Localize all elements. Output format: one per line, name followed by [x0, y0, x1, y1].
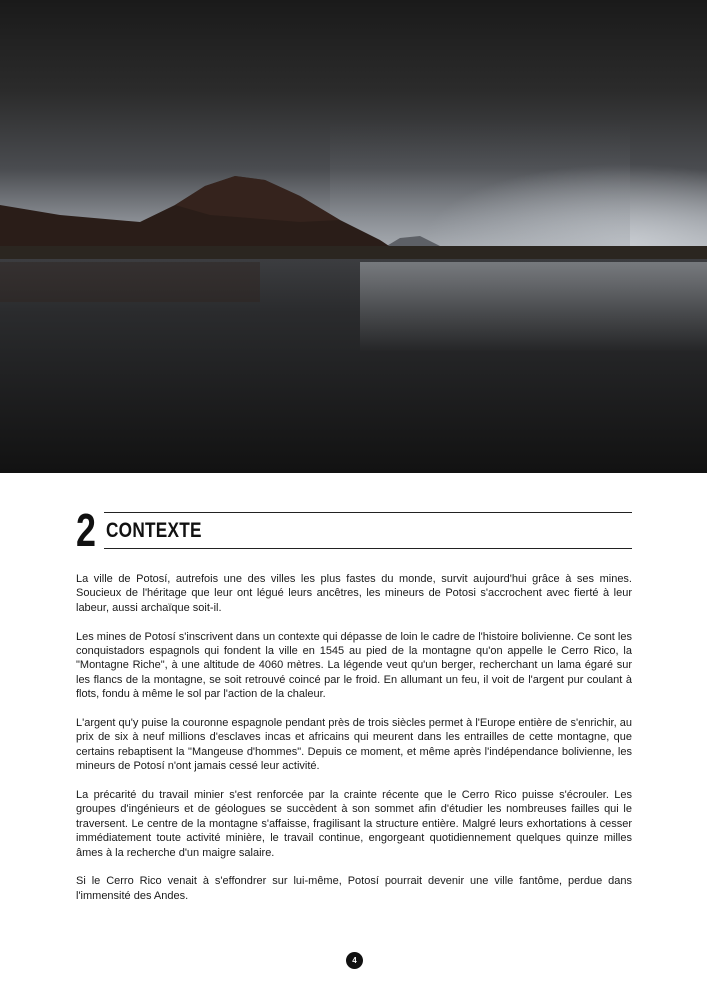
rain-curtain [330, 120, 630, 250]
section-header [76, 504, 632, 556]
hero-photo [0, 0, 707, 473]
article-body [76, 572, 632, 918]
section-title: CONTEXTE [106, 519, 202, 542]
page-number: 4 [346, 952, 363, 969]
section-number: 2 [76, 504, 96, 556]
paragraph: La précarité du travail minier s'est renforcée par la crainte récente que le Cerro Rico puisse s'écrouler. Les groupes d'ingénieurs et de géologues se succèdent à son sommet afin d'étudier les nombreuses failles qui le traversent. Le centre de la montagne s'affaisse, fragilisant la structure entière. Malgré leurs exhortations à cesser immédiatement toute activité minière, le travail continue, engorgeant quotidiennement quelques quinze milles âmes à la recherche d'un maigre salaire. [76, 789, 632, 859]
paragraph: Si le Cerro Rico venait à s'effondrer sur lui-même, Potosí pourrait devenir une ville fantôme, perdue dans l'immensité des Andes. [76, 875, 632, 902]
mountain-lake-storm-image [0, 0, 707, 473]
paragraph: L'argent qu'y puise la couronne espagnole pendant près de trois siècles permet à l'Europe entière de s'enrichir, au prix de six à neuf millions d'esclaves incas et africains qui meurent dans les entrailles de cette montagne, que certains rebaptisent la "Mangeuse d'hommes". Depuis ce moment, et même après l'indépendance bolivienne, les mineurs de Potosí n'ont jamais cessé leur activité. [76, 717, 632, 773]
paragraph: La ville de Potosí, autrefois une des villes les plus fastes du monde, survit aujourd'hui grâce à ses mines. Soucieux de l'héritage que leur ont légué leurs ancêtres, les mineurs de Potosi s'accrochent avec fierté à leur labeur, aussi archaïque soit-il. [76, 573, 632, 614]
header-rule-bottom [104, 548, 632, 549]
header-rule-top [104, 512, 632, 513]
paragraph: Les mines de Potosí s'inscrivent dans un contexte qui dépasse de loin le cadre de l'histoire bolivienne. Ce sont les conquistadors espagnols qui fondent la ville en 1545 au pied de la montagne qu'on appelle le Cerro Rico, la "Montagne Riche", à une altitude de 4060 mètres. La légende veut qu'un berger, recherchant un lama égaré sur les flancs de la montagne, se soit retrouvé coincé par le froid. En allumant un feu, il voit de l'argent pur coulant à flots, fondu à même le sol par l'action de la chaleur. [76, 630, 632, 701]
far-shore [0, 246, 707, 260]
